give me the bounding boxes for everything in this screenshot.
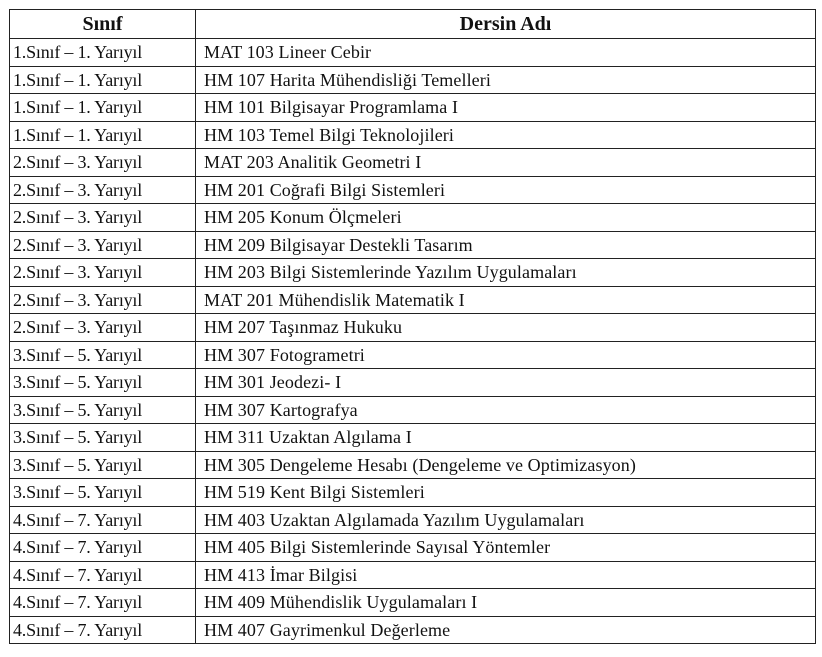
course-name-cell: HM 107 Harita Mühendisliği Temelleri bbox=[196, 66, 816, 94]
course-name-cell: HM 403 Uzaktan Algılamada Yazılım Uygulamaları bbox=[196, 506, 816, 534]
class-semester-cell: 2.Sınıf – 3. Yarıyıl bbox=[10, 176, 196, 204]
table-row bbox=[10, 451, 816, 479]
course-table bbox=[9, 9, 816, 644]
table-row bbox=[10, 369, 816, 397]
class-semester-cell: 4.Sınıf – 7. Yarıyıl bbox=[10, 616, 196, 644]
class-semester-cell: 2.Sınıf – 3. Yarıyıl bbox=[10, 204, 196, 232]
table-row bbox=[10, 39, 816, 67]
table-row bbox=[10, 259, 816, 287]
course-name-cell: HM 307 Fotogrametri bbox=[196, 341, 816, 369]
course-name-cell: HM 203 Bilgi Sistemlerinde Yazılım Uygulamaları bbox=[196, 259, 816, 287]
table-row bbox=[10, 589, 816, 617]
course-name-cell: HM 519 Kent Bilgi Sistemleri bbox=[196, 479, 816, 507]
course-name-cell: HM 103 Temel Bilgi Teknolojileri bbox=[196, 121, 816, 149]
class-semester-cell: 4.Sınıf – 7. Yarıyıl bbox=[10, 534, 196, 562]
column-header-class: Sınıf bbox=[10, 10, 196, 39]
table-row bbox=[10, 204, 816, 232]
table-body bbox=[10, 39, 816, 644]
course-name-cell: HM 101 Bilgisayar Programlama I bbox=[196, 94, 816, 122]
course-name-cell: HM 301 Jeodezi- I bbox=[196, 369, 816, 397]
class-semester-cell: 4.Sınıf – 7. Yarıyıl bbox=[10, 589, 196, 617]
table-row bbox=[10, 561, 816, 589]
class-semester-cell: 4.Sınıf – 7. Yarıyıl bbox=[10, 506, 196, 534]
class-semester-cell: 3.Sınıf – 5. Yarıyıl bbox=[10, 341, 196, 369]
class-semester-cell: 2.Sınıf – 3. Yarıyıl bbox=[10, 231, 196, 259]
course-name-cell: HM 405 Bilgi Sistemlerinde Sayısal Yöntemler bbox=[196, 534, 816, 562]
course-name-cell: HM 305 Dengeleme Hesabı (Dengeleme ve Optimizasyon) bbox=[196, 451, 816, 479]
course-name-cell: HM 201 Coğrafi Bilgi Sistemleri bbox=[196, 176, 816, 204]
table-header bbox=[10, 10, 816, 39]
class-semester-cell: 1.Sınıf – 1. Yarıyıl bbox=[10, 66, 196, 94]
table-row bbox=[10, 479, 816, 507]
table-row bbox=[10, 314, 816, 342]
class-semester-cell: 1.Sınıf – 1. Yarıyıl bbox=[10, 121, 196, 149]
table-row bbox=[10, 616, 816, 644]
course-name-cell: MAT 201 Mühendislik Matematik I bbox=[196, 286, 816, 314]
class-semester-cell: 2.Sınıf – 3. Yarıyıl bbox=[10, 286, 196, 314]
course-name-cell: HM 307 Kartografya bbox=[196, 396, 816, 424]
column-header-course-name: Dersin Adı bbox=[196, 10, 816, 39]
course-name-cell: MAT 103 Lineer Cebir bbox=[196, 39, 816, 67]
class-semester-cell: 1.Sınıf – 1. Yarıyıl bbox=[10, 39, 196, 67]
class-semester-cell: 2.Sınıf – 3. Yarıyıl bbox=[10, 314, 196, 342]
class-semester-cell: 2.Sınıf – 3. Yarıyıl bbox=[10, 149, 196, 177]
class-semester-cell: 3.Sınıf – 5. Yarıyıl bbox=[10, 451, 196, 479]
class-semester-cell: 3.Sınıf – 5. Yarıyıl bbox=[10, 479, 196, 507]
table-row bbox=[10, 231, 816, 259]
course-name-cell: HM 311 Uzaktan Algılama I bbox=[196, 424, 816, 452]
table-row bbox=[10, 149, 816, 177]
table-row bbox=[10, 176, 816, 204]
course-name-cell: HM 413 İmar Bilgisi bbox=[196, 561, 816, 589]
table-row bbox=[10, 66, 816, 94]
class-semester-cell: 2.Sınıf – 3. Yarıyıl bbox=[10, 259, 196, 287]
class-semester-cell: 3.Sınıf – 5. Yarıyıl bbox=[10, 424, 196, 452]
header-row bbox=[10, 10, 816, 39]
table-row bbox=[10, 286, 816, 314]
course-name-cell: HM 209 Bilgisayar Destekli Tasarım bbox=[196, 231, 816, 259]
class-semester-cell: 4.Sınıf – 7. Yarıyıl bbox=[10, 561, 196, 589]
table-row bbox=[10, 396, 816, 424]
course-name-cell: HM 409 Mühendislik Uygulamaları I bbox=[196, 589, 816, 617]
course-name-cell: HM 205 Konum Ölçmeleri bbox=[196, 204, 816, 232]
table-row bbox=[10, 94, 816, 122]
table-row bbox=[10, 506, 816, 534]
table-row bbox=[10, 424, 816, 452]
table-row bbox=[10, 341, 816, 369]
course-name-cell: HM 207 Taşınmaz Hukuku bbox=[196, 314, 816, 342]
class-semester-cell: 3.Sınıf – 5. Yarıyıl bbox=[10, 396, 196, 424]
course-name-cell: MAT 203 Analitik Geometri I bbox=[196, 149, 816, 177]
course-name-cell: HM 407 Gayrimenkul Değerleme bbox=[196, 616, 816, 644]
class-semester-cell: 1.Sınıf – 1. Yarıyıl bbox=[10, 94, 196, 122]
table-row bbox=[10, 121, 816, 149]
class-semester-cell: 3.Sınıf – 5. Yarıyıl bbox=[10, 369, 196, 397]
table-row bbox=[10, 534, 816, 562]
